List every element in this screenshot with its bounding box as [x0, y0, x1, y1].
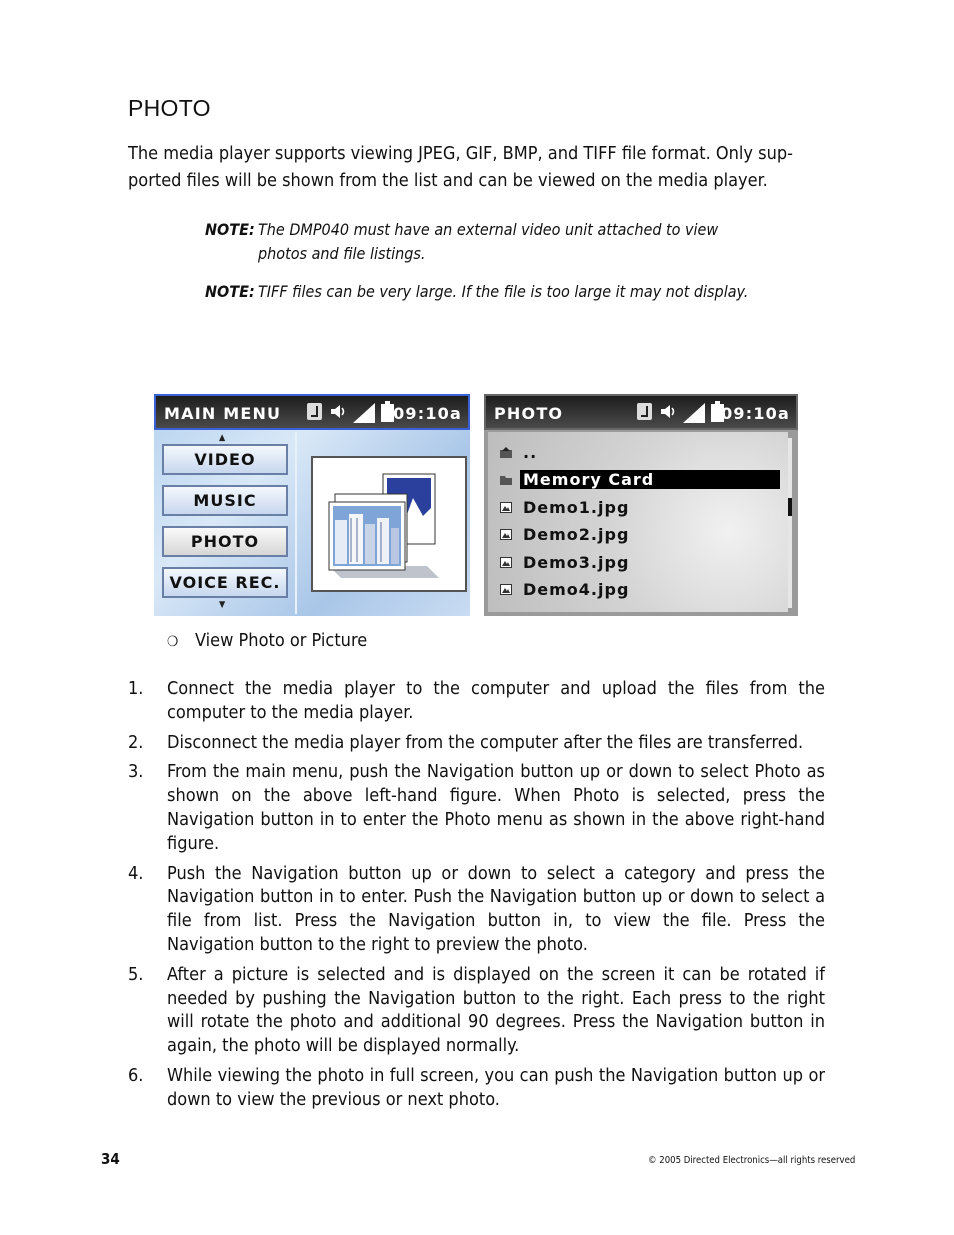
file-name: Memory Card [520, 470, 780, 489]
step-text: Disconnect the media player from the computer after the files are transferred. [167, 731, 804, 753]
page-number: 34 [101, 1150, 120, 1168]
main-menu-titlebar [154, 394, 470, 430]
scrollbar-thumb[interactable] [788, 498, 792, 516]
step-number: 4. [128, 862, 144, 884]
photo-preview-frame [311, 456, 467, 592]
step-number: 1. [128, 678, 144, 699]
step-text: Connect the media player to the computer and upload the files from the computer to the media player. [167, 678, 825, 723]
photo-menu-screenshot [484, 394, 798, 616]
file-name: Demo4.jpg [523, 580, 630, 599]
scrollbar[interactable] [788, 438, 792, 608]
bullet-icon: ❍ [167, 634, 179, 650]
file-name: .. [523, 443, 538, 462]
folder-icon [500, 474, 512, 485]
scroll-down-icon: ▼ [219, 600, 226, 610]
step-text: While viewing the photo in full screen, you can push the Navigation button up or down to view the previous or next photo. [167, 1064, 825, 1110]
step-item [128, 677, 825, 725]
signal-icon [353, 403, 375, 423]
note-text: The DMP040 must have an external video unit attached to view photos and file listings. [258, 220, 719, 263]
image-file-icon [500, 529, 512, 540]
file-name: Demo2.jpg [523, 525, 630, 544]
step-item [128, 862, 825, 957]
step-number: 6. [128, 1064, 144, 1086]
file-list [488, 432, 788, 612]
step-number: 2. [128, 731, 144, 753]
screen-title: MAIN MENU [164, 404, 282, 423]
caption-text: View Photo or Picture [195, 630, 368, 651]
image-file-icon [500, 557, 512, 568]
copyright: © 2005 Directed Electronics—all rights reserved [648, 1155, 856, 1166]
menu-item-voice-rec[interactable]: VOICE REC. [162, 567, 288, 598]
step-text: Push the Navigation button up or down to select a category and press the Navigation button in to enter. Push the Navigation button up or down to select a file from list. Press the Navigation button in, to view the file. Press the Navigation button to the right to preview the photo. [167, 862, 825, 955]
photo-stack-icon [313, 458, 465, 590]
step-item [128, 760, 825, 855]
section-title: PHOTO [128, 95, 211, 121]
photo-titlebar [484, 394, 798, 430]
file-name: Demo1.jpg [523, 498, 630, 517]
step-number: 3. [128, 761, 144, 783]
clock: 09:10a [721, 404, 790, 423]
battery-icon [381, 404, 394, 422]
note-label: NOTE: [205, 220, 255, 239]
file-name: Demo3.jpg [523, 553, 630, 572]
step-text: After a picture is selected and is displayed on the screen it can be rotated if needed by pushing the Navigation button to the right. Each press to the right will rotate the photo and additional 90 degrees. Press the Navigation button in again, the photo will be displayed normally. [167, 963, 825, 1057]
figure-caption [167, 630, 367, 651]
note-label: NOTE: [205, 282, 255, 301]
step-text: From the main menu, push the Navigation button up or down to select Photo as shown on the above left-hand figure. When Photo is selected, press the Navigation button in to enter the Photo menu as shown in the above right-hand figure. [167, 761, 825, 854]
menu-item-photo[interactable]: PHOTO [162, 526, 288, 557]
speaker-icon [330, 403, 347, 420]
screen-title: PHOTO [494, 404, 564, 423]
step-number: 5. [128, 963, 144, 985]
step-item [128, 963, 825, 1058]
music-note-icon [307, 403, 322, 420]
speaker-icon [660, 403, 677, 420]
image-file-icon [500, 584, 512, 595]
panel-divider [295, 432, 297, 614]
menu-item-video[interactable]: VIDEO [162, 444, 288, 475]
main-menu-screenshot [154, 394, 470, 616]
signal-icon [683, 403, 705, 423]
intro-paragraph: The media player supports viewing JPEG, GIF, BMP, and TIFF file format. Only sup-ported files will be shown from the list and can be viewed on the media player. [128, 143, 793, 191]
clock: 09:10a [393, 404, 462, 423]
menu-item-music[interactable]: MUSIC [162, 485, 288, 516]
image-file-icon [500, 502, 512, 513]
step-item [128, 1064, 825, 1112]
up-folder-icon [500, 447, 512, 458]
note-tiff-size [205, 280, 753, 304]
step-item [128, 731, 825, 755]
instruction-steps [128, 677, 825, 1118]
music-note-icon [637, 403, 652, 420]
note-text: TIFF files can be very large. If the file is too large it may not display. [258, 282, 749, 301]
scroll-up-icon: ▲ [219, 433, 226, 443]
note-external-video [205, 218, 753, 265]
